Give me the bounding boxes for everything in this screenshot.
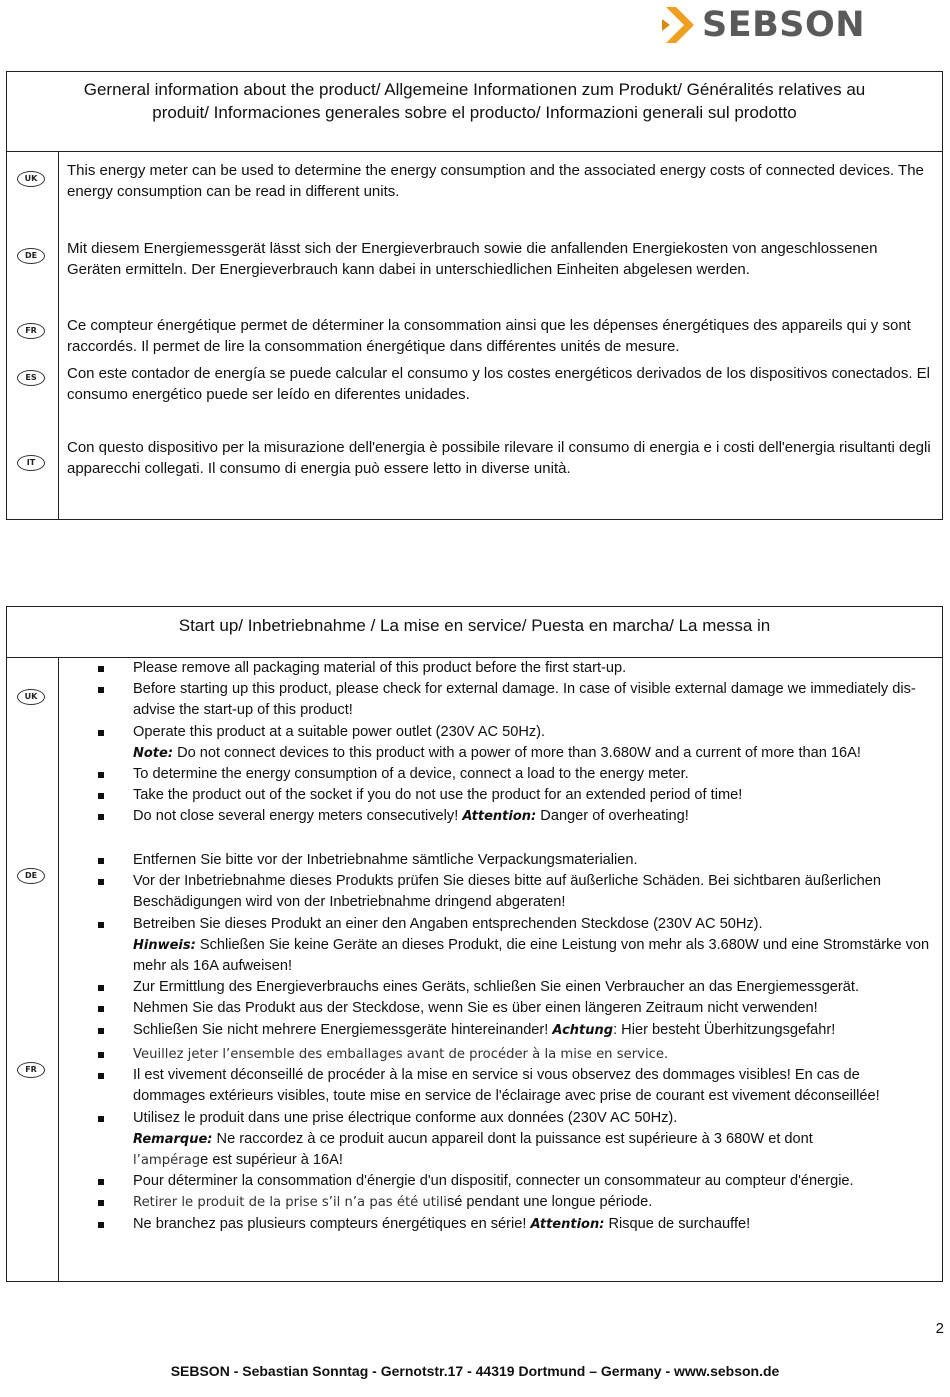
list-item: To determine the energy consumption of a device, connect a load to the energy meter. [97, 764, 934, 785]
list-item: Before starting up this product, please check for external damage. In case of visible external damage we immediately dis-advise the start-up of this product! [97, 679, 934, 721]
sebson-logo [662, 4, 865, 46]
startup-title-text: Start up/ Inbetriebnahme / La mise en service/ Puesta en marcha/ La messa in [178, 616, 771, 635]
list-item: Entfernen Sie bitte vor der Inbetriebnahme sämtliche Verpackungsmaterialien. [97, 850, 934, 871]
list-item: Please remove all packaging material of this product before the first start-up. [97, 658, 934, 679]
list-item: Betreiben Sie dieses Produkt an einer den Angaben entsprechenden Steckdose (230V AC 50Hz). Hinweis: Schließen Sie keine Geräte an dieses Produkt, die eine Leistung von mehr als 3.680W und eine Stromstärke von mehr als 16A aufweisen! [97, 914, 934, 978]
general-text-it: Con questo dispositivo per la misurazione dell'energia è possibile rilevare il consumo di energia e i costi dell'energia risultanti degli apparecchi collegati. Il consumo di energia può essere letto in diverse unità. [67, 439, 931, 477]
startup-rows [7, 658, 942, 1281]
list-item: Il est vivement déconseillé de procéder à la mise en service si vous observez des dommages visibles! En cas de dommages extérieurs visibles, toute mise en service de l'éclairage avec prise de courant est vivement déconseillée! [97, 1065, 934, 1107]
list-item: Vor der Inbetriebnahme dieses Produkts prüfen Sie dieses bitte auf äußerliche Schäden. Bei sichtbaren äußerlichen Beschädigungen wird von der Inbetriebnahme dringend abgeraten! [97, 871, 934, 913]
uk-flag-icon: UK [17, 171, 45, 187]
uk-flag-icon: UK [17, 689, 45, 705]
fr-flag-icon: FR [17, 323, 45, 339]
startup-table [6, 606, 943, 1282]
general-text-uk: This energy meter can be used to determine the energy consumption and the associated energy costs of connected devices. The energy consumption can be read in different units. [67, 162, 924, 200]
column-divider [58, 658, 59, 1281]
general-text-es: Con este contador de energía se puede calcular el consumo y los costes energéticos derivados de los dispositivos conectados. El consumo energético puede ser leído en diferentes unidades. [67, 365, 930, 403]
general-text-de: Mit diesem Energiemessgerät lässt sich der Energieverbrauch sowie die anfallenden Energiekosten von angeschlossenen Geräten ermitteln. Der Energieverbrauch kann dabei in unterschiedlichen Einheiten abgelesen werden. [67, 240, 878, 278]
de-flag-icon: DE [17, 248, 45, 264]
logo-chevron-icon [662, 5, 696, 45]
list-item: Do not close several energy meters consecutively! Attention: Danger of overheating! [97, 806, 934, 827]
startup-list-uk [97, 658, 934, 828]
es-flag-icon: ES [17, 370, 45, 386]
general-info-title [7, 72, 942, 152]
footer-address: SEBSON - Sebastian Sonntag - Gernotstr.17 - 44319 Dortmund – Germany - www.sebson.de [170, 1363, 780, 1379]
general-info-table [6, 71, 943, 520]
list-item: Veuillez jeter l’ensemble des emballages avant de procéder à la mise en service. [97, 1044, 934, 1065]
startup-list-fr [97, 1044, 934, 1235]
de-flag-icon: DE [17, 868, 45, 884]
general-rows [7, 152, 942, 519]
fr-flag-icon: FR [17, 1062, 45, 1078]
general-title-line-1: Gerneral information about the product/ Allgemeine Informationen zum Produkt/ Généralités relatives au [83, 80, 866, 99]
list-item: Nehmen Sie das Produkt aus der Steckdose, wenn Sie es über einen längeren Zeitraum nicht verwenden! [97, 998, 934, 1019]
list-item: Zur Ermittlung des Energieverbrauchs eines Geräts, schließen Sie einen Verbraucher an das Energiemessgerät. [97, 977, 934, 998]
list-item: Ne branchez pas plusieurs compteurs énergétiques en série! Attention: Risque de surchauffe! [97, 1214, 934, 1235]
list-item: Retirer le produit de la prise s’il n’a pas été utilisé pendant une longue période. [97, 1192, 934, 1213]
general-text-fr: Ce compteur énergétique permet de déterminer la consommation ainsi que les dépenses énergétiques des appareils qui y sont raccordés. Il permet de lire la consommation énergétique dans différentes unités de mesure. [67, 317, 911, 355]
startup-list-de [97, 850, 934, 1041]
list-item: Schließen Sie nicht mehrere Energiemessgeräte hintereinander! Achtung: Hier besteht Überhitzungsgefahr! [97, 1020, 934, 1041]
list-item: Take the product out of the socket if you do not use the product for an extended period of time! [97, 785, 934, 806]
startup-title [7, 607, 942, 658]
it-flag-icon: IT [17, 455, 45, 471]
general-title-line-2: produit/ Informaciones generales sobre el producto/ Informazioni generali sul prodotto [152, 103, 797, 122]
column-divider [58, 152, 59, 519]
list-item: Utilisez le produit dans une prise électrique conforme aux données (230V AC 50Hz). Remarque: Ne raccordez à ce produit aucun appareil dont la puissance est supérieure à 3 680W et dont l’ampérage est supérieur à 16A! [97, 1108, 934, 1172]
list-item: Pour déterminer la consommation d'énergie d'un dispositif, connecter un consommateur au compteur d'énergie. [97, 1171, 934, 1192]
logo-text: SEBSON [702, 5, 866, 45]
page-number: 2 [935, 1320, 944, 1337]
list-item: Operate this product at a suitable power outlet (230V AC 50Hz). Note: Do not connect devices to this product with a power of more than 3.680W and a current of more than 16A! [97, 722, 934, 764]
